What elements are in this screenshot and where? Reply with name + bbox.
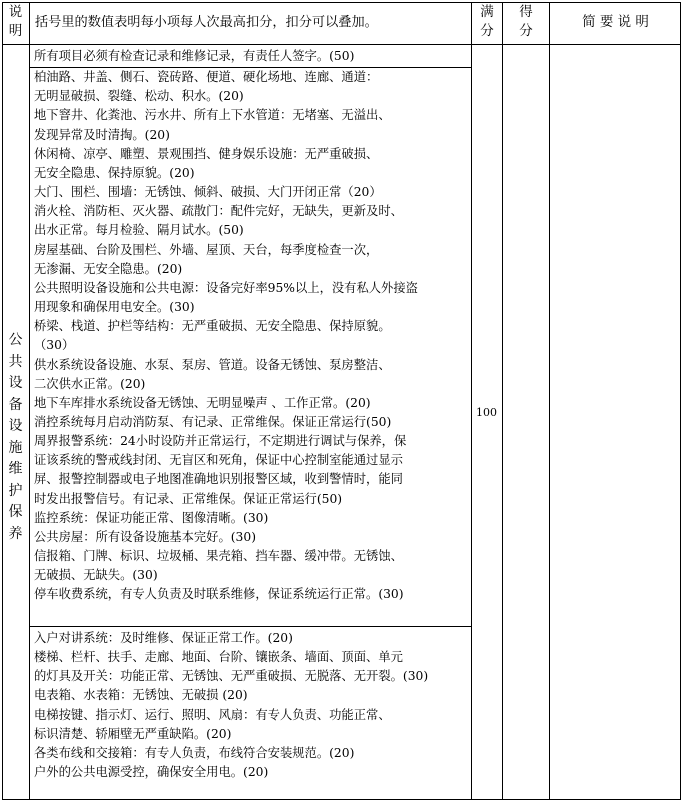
- list-item: 公共照明设备设施和公共电源：设备完好率95%以上，没有私人外接盗: [34, 280, 418, 295]
- header-col-brief: 简 要 说 明: [582, 14, 649, 30]
- list-item: 信报箱、门牌、标识、垃圾桶、果壳箱、挡车器、缓冲带。无锈蚀、: [34, 549, 403, 564]
- list-item: 地下窨井、化粪池、污水井、所有上下水管道：无堵塞、无溢出、: [34, 108, 391, 123]
- col-divider-2: [471, 2, 472, 800]
- list-item: 公共房屋：所有设备设施基本完好。(30): [34, 529, 256, 544]
- list-item: 消火栓、消防柜、灭火器、疏散门：配件完好，无缺失，更新及时、: [34, 204, 403, 219]
- section-label: 公 共 设 备 设 施 维 护 保 养: [8, 332, 23, 542]
- list-item: 休闲椅、凉亭、雕塑、景观围挡、健身娱乐设施：无严重破损、: [34, 146, 379, 161]
- items-block-b: [34, 629, 469, 782]
- list-item: 入户对讲系统：及时维修、保证正常工作。(20): [34, 631, 293, 645]
- list-item: 地下车库排水系统设备无锈蚀、无明显噪声 、工作正常。(20): [34, 395, 371, 410]
- list-item: 所有项目必须有检查记录和维修记录，有责任人签字。(50): [34, 49, 355, 63]
- list-item: 楼梯、栏杆、扶手、走廊、地面、台阶、镶嵌条、墙面、顶面、单元: [34, 650, 403, 665]
- list-item: 无渗漏、无安全隐患。(20): [34, 261, 183, 276]
- list-item: 无安全隐患、保持原貌。(20): [34, 165, 195, 180]
- col-divider-3: [502, 2, 503, 800]
- list-item: 户外的公共电源受控，确保安全用电。(20): [34, 765, 269, 780]
- items-block-a: [34, 47, 469, 605]
- list-item: 房屋基础、台阶及围栏、外墙、屋顶、天台，每季度检查一次，: [34, 242, 379, 257]
- list-item: 消控系统每月启动消防泵、有记录、正常维保。保证正常运行(50): [34, 414, 392, 429]
- header-col-note: 括号里的数值表明每小项每人次最高扣分，扣分可以叠加。: [35, 15, 378, 30]
- list-item: 用现象和确保用电安全。(30): [34, 300, 195, 315]
- list-item: 大门、围栏、围墙：无锈蚀、倾斜、破损、大门开闭正常（20）: [34, 185, 382, 200]
- list-item: 各类布线和交接箱：有专人负责，布线符合安装规范。(20): [34, 745, 355, 760]
- header-bottom-line: [2, 44, 681, 45]
- list-item: 屏、报警控制器或电子地图准确地识别报警区域，收到警情时，能同: [34, 472, 403, 487]
- list-item: 发现异常及时清掏。(20): [34, 127, 170, 142]
- list-item: 电表箱、水表箱：无锈蚀、无破损 (20): [34, 688, 248, 703]
- list-item: 监控系统：保证功能正常、图像清晰。(30): [34, 510, 269, 525]
- list-item: 的灯具及开关：功能正常、无锈蚀、无严重破损、无脱落、无开裂。(30): [34, 669, 429, 684]
- list-item: 二次供水正常。(20): [34, 376, 146, 391]
- list-item: 周界报警系统：24小时设防并正常运行，不定期进行调试与保养，保: [34, 434, 407, 449]
- col-divider-1: [29, 2, 30, 800]
- list-item: 出水正常。每月检验、隔月试水。(50): [34, 223, 244, 238]
- list-item: 无明显破损、裂缝、松动、积水。(20): [34, 89, 244, 104]
- header-col-full-score: 满 分: [480, 4, 494, 39]
- list-item: 桥梁、栈道、护栏等结构：无严重破损、无安全隐患、保持原貌。: [34, 319, 391, 334]
- list-item: （30）: [34, 338, 75, 353]
- list-item: 电梯按键、指示灯、运行、照明、风扇：有专人负责、功能正常、: [34, 707, 391, 722]
- list-item: 停车收费系统，有专人负责及时联系维修，保证系统运行正常。(30): [34, 587, 404, 602]
- list-item: 供水系统设备设施、水泵、泵房、管道。设备无锈蚀、泵房整洁、: [34, 357, 391, 372]
- list-item: 标识清楚、轿厢壁无严重缺陷。(20): [34, 726, 232, 741]
- list-item: 时发出报警信号。有记录、正常维保。保证正常运行(50): [34, 491, 343, 506]
- list-item: 柏油路、井盖、侧石、瓷砖路、便道、硬化场地、连廊、通道：: [34, 70, 379, 85]
- col-divider-4: [549, 2, 550, 800]
- header-col-explain: 说 明: [8, 4, 23, 39]
- list-item: 无破损、无缺失。(30): [34, 568, 158, 583]
- header-col-score: 得 分: [519, 4, 533, 39]
- item-divider-2: [29, 626, 471, 627]
- list-item: 证该系统的警戒线封闭、无盲区和死角，保证中心控制室能通过显示: [34, 453, 403, 468]
- full-score-value: 100: [476, 406, 497, 419]
